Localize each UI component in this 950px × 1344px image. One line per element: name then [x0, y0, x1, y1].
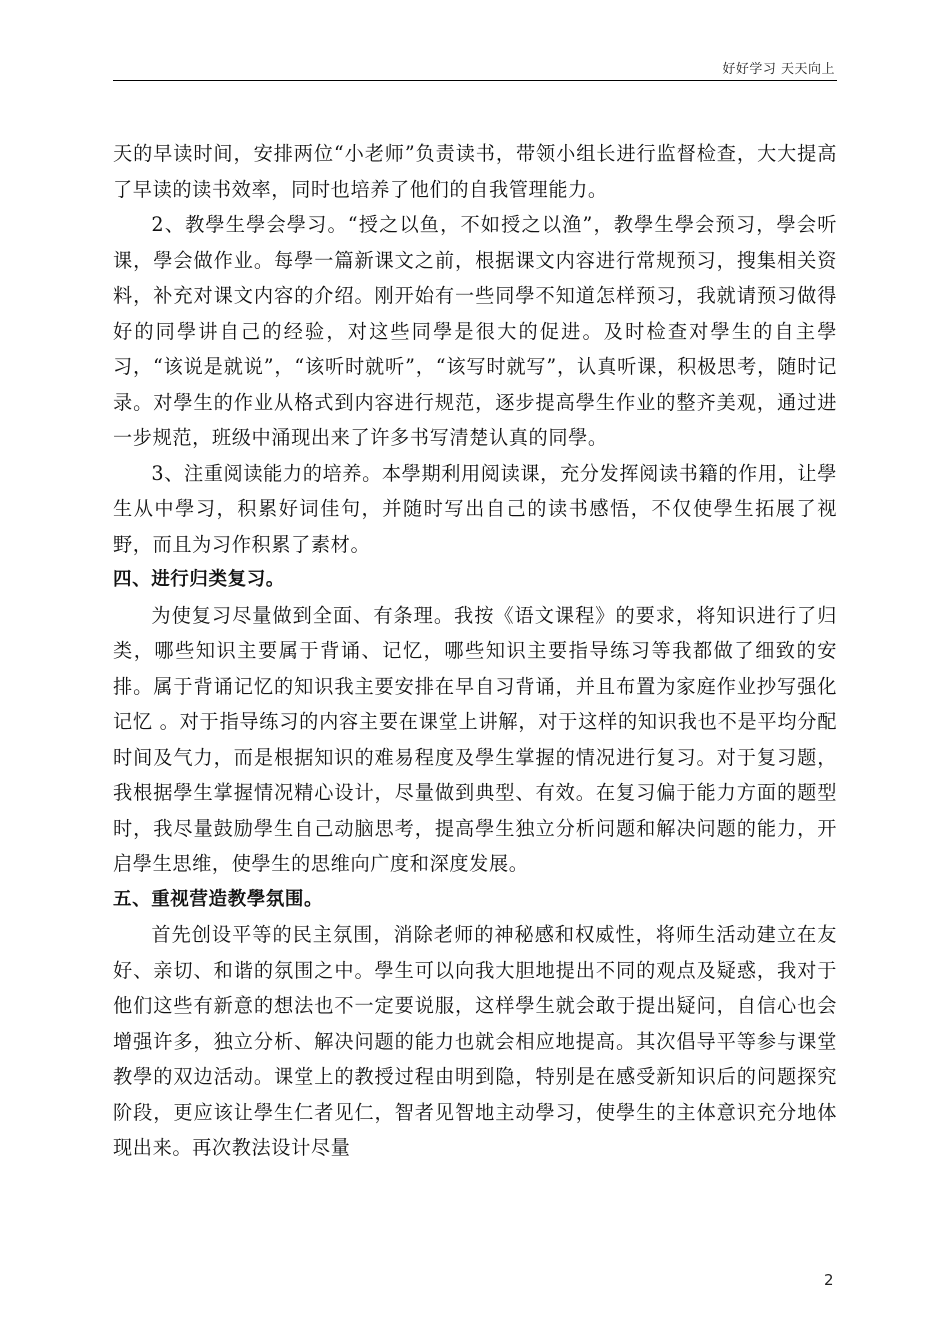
section-heading: 五、重视营造教學氛围。 — [113, 888, 324, 910]
paragraph: 首先创设平等的民主氛围，消除老师的神秘感和权威性，将师生活动建立在友好、亲切、和谐的氛围之中。學生可以向我大胆地提出不同的观点及疑惑，我对于他们这些有新意的想法也不一定要说服，这样學生就会敢于提出疑问，自信心也会增强许多，独立分析、解决问题的能力也就会相应地提高。其次倡导平等参与课堂教學的双边活动。课堂上的教授过程由明到隐，特别是在感受新知识后的问题探究阶段，更应该让學生仁者见仁，智者见智地主动學习，使學生的主体意识充分地体现出来。再次教法设计尽量 — [113, 923, 837, 1159]
section-heading: 四、进行归类复习。 — [113, 569, 285, 590]
paragraph: 2、教學生學会學习。“授之以鱼，不如授之以渔”，教學生學会预习，學会听课，學会做作业。每學一篇新课文之前，根据课文内容进行常规预习，搜集相关资料，补充对课文内容的介绍。刚开始有一些同學不知道怎样预习，我就请预习做得好的同學讲自己的经验，对这些同學是很大的促进。及时检查对學生的自主學习，“该说是就说”，“该听时就听”，“该写时就写”，认真听课，积极思考，随时记录。对學生的作业从格式到内容进行规范，逐步提高學生作业的整齐美观，通过进一步规范，班级中涌现出来了许多书写清楚认真的同學。 — [113, 213, 837, 449]
document-body — [113, 136, 837, 1166]
paragraph: 3、注重阅读能力的培养。本學期利用阅读课，充分发挥阅读书籍的作用，让學生从中學习，积累好词佳句，并随时写出自己的读书感悟，不仅使學生拓展了视野，而且为习作积累了素材。 — [113, 461, 837, 556]
paragraph: 天的早读时间，安排两位“小老师”负责读书，带领小组长进行监督检查，大大提高了早读的读书效率，同时也培养了他们的自我管理能力。 — [113, 142, 837, 201]
header-text: 好好学习 天天向上 — [722, 62, 835, 77]
page-number: 2 — [824, 1271, 834, 1289]
paragraph: 为使复习尽量做到全面、有条理。我按《语文课程》的要求，将知识进行了归类，哪些知识主要属于背诵、记忆，哪些知识主要指导练习等我都做了细致的安排。属于背诵记忆的知识我主要安排在早自习背诵，并且布置为家庭作业抄写强化记忆 。对于指导练习的内容主要在课堂上讲解，对于这样的知识我也不是平均分配时间及气力，而是根据知识的难易程度及學生掌握的情况进行复习。对于复习题，我根据學生掌握情况精心设计，尽量做到典型、有效。在复习偏于能力方面的题型时，我尽量鼓励學生自己动脑思考，提高學生独立分析问题和解决问题的能力，开启學生思维，使學生的思维向广度和深度发展。 — [113, 603, 837, 875]
page-header — [113, 56, 837, 81]
